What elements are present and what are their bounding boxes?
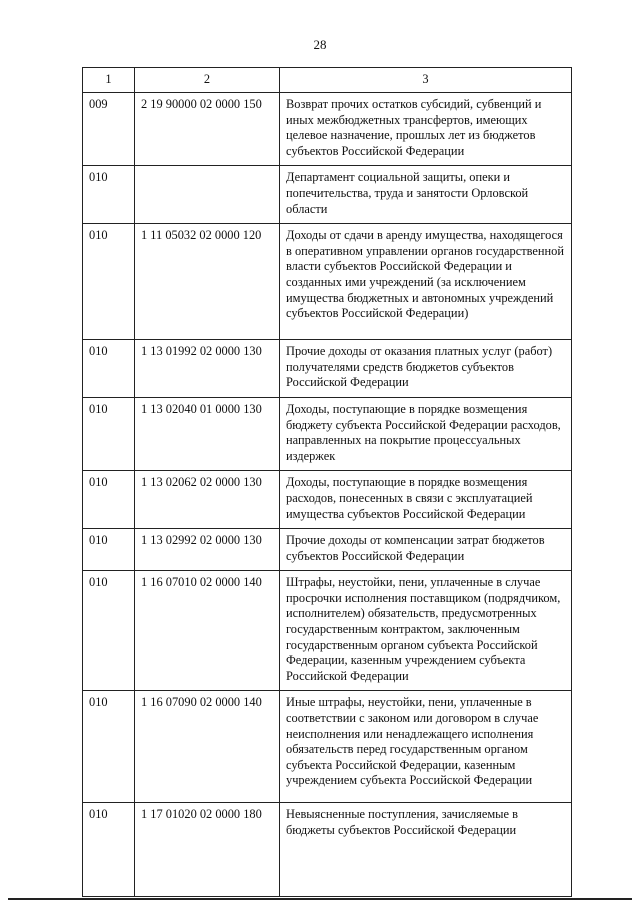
budget-code-cell: 1 13 02040 01 0000 130: [135, 397, 280, 470]
admin-code-cell: 010: [83, 397, 135, 470]
admin-code-cell: 010: [83, 224, 135, 340]
revenue-codes-table: [82, 67, 572, 897]
admin-code-cell: 010: [83, 691, 135, 803]
column-header-2: 2: [135, 68, 280, 93]
budget-code-cell: 1 13 01992 02 0000 130: [135, 340, 280, 398]
table-row: [83, 691, 572, 803]
budget-code-cell: 1 13 02062 02 0000 130: [135, 471, 280, 529]
budget-code-cell: 1 13 02992 02 0000 130: [135, 529, 280, 571]
revenue-name-cell: Доходы, поступающие в порядке возмещения бюджету субъекта Российской Федерации расходов, направленных на покрытие процессуальных издержек: [280, 397, 572, 470]
bottom-divider: [8, 898, 632, 900]
table-row: [83, 397, 572, 470]
budget-code-cell: 1 16 07010 02 0000 140: [135, 571, 280, 691]
budget-code-cell: [135, 166, 280, 224]
revenue-name-cell: Прочие доходы от компенсации затрат бюджетов субъектов Российской Федерации: [280, 529, 572, 571]
column-header-1: 1: [83, 68, 135, 93]
column-header-3: 3: [280, 68, 572, 93]
revenue-name-cell: Департамент социальной защиты, опеки и попечительства, труда и занятости Орловской области: [280, 166, 572, 224]
page-number: 28: [313, 37, 327, 52]
revenue-name-cell: Иные штрафы, неустойки, пени, уплаченные в соответствии с законом или договором в случае неисполнения или ненадлежащего исполнения обязательств перед государственным органом субъекта Российской Федерации, казенным учреждением субъекта Российской Федерации: [280, 691, 572, 803]
revenue-name-cell: Невыясненные поступления, зачисляемые в бюджеты субъектов Российской Федерации: [280, 803, 572, 897]
revenue-name-cell: Возврат прочих остатков субсидий, субвенций и иных межбюджетных трансфертов, имеющих целевое назначение, прошлых лет из бюджетов субъектов Российской Федерации: [280, 93, 572, 166]
budget-code-cell: 2 19 90000 02 0000 150: [135, 93, 280, 166]
budget-code-cell: 1 16 07090 02 0000 140: [135, 691, 280, 803]
admin-code-cell: 010: [83, 471, 135, 529]
table-row: [83, 529, 572, 571]
revenue-name-cell: Прочие доходы от оказания платных услуг (работ) получателями средств бюджетов субъектов Российской Федерации: [280, 340, 572, 398]
admin-code-cell: 010: [83, 571, 135, 691]
table-row: [83, 340, 572, 398]
table-row: [83, 471, 572, 529]
budget-code-cell: 1 11 05032 02 0000 120: [135, 224, 280, 340]
revenue-name-cell: Штрафы, неустойки, пени, уплаченные в случае просрочки исполнения поставщиком (подрядчиком, исполнителем) обязательств, предусмотренных государственным контрактом, заключенным государственным органом субъекта Российской Федерации, казенным учреждением субъекта Российской Федерации: [280, 571, 572, 691]
table-row: [83, 93, 572, 166]
revenue-name-cell: Доходы, поступающие в порядке возмещения расходов, понесенных в связи с эксплуатацией имущества субъектов Российской Федерации: [280, 471, 572, 529]
table-row: [83, 803, 572, 897]
table-header-row: [83, 68, 572, 93]
admin-code-cell: 010: [83, 340, 135, 398]
budget-code-cell: 1 17 01020 02 0000 180: [135, 803, 280, 897]
admin-code-cell: 010: [83, 529, 135, 571]
table-row: [83, 166, 572, 224]
admin-code-cell: 009: [83, 93, 135, 166]
table-row: [83, 224, 572, 340]
admin-code-cell: 010: [83, 803, 135, 897]
revenue-name-cell: Доходы от сдачи в аренду имущества, находящегося в оперативном управлении органов государственной власти субъектов Российской Федерации и созданных ими учреждений (за исключением имущества бюджетных и автономных учреждений субъектов Российской Федерации): [280, 224, 572, 340]
admin-code-cell: 010: [83, 166, 135, 224]
table-row: [83, 571, 572, 691]
